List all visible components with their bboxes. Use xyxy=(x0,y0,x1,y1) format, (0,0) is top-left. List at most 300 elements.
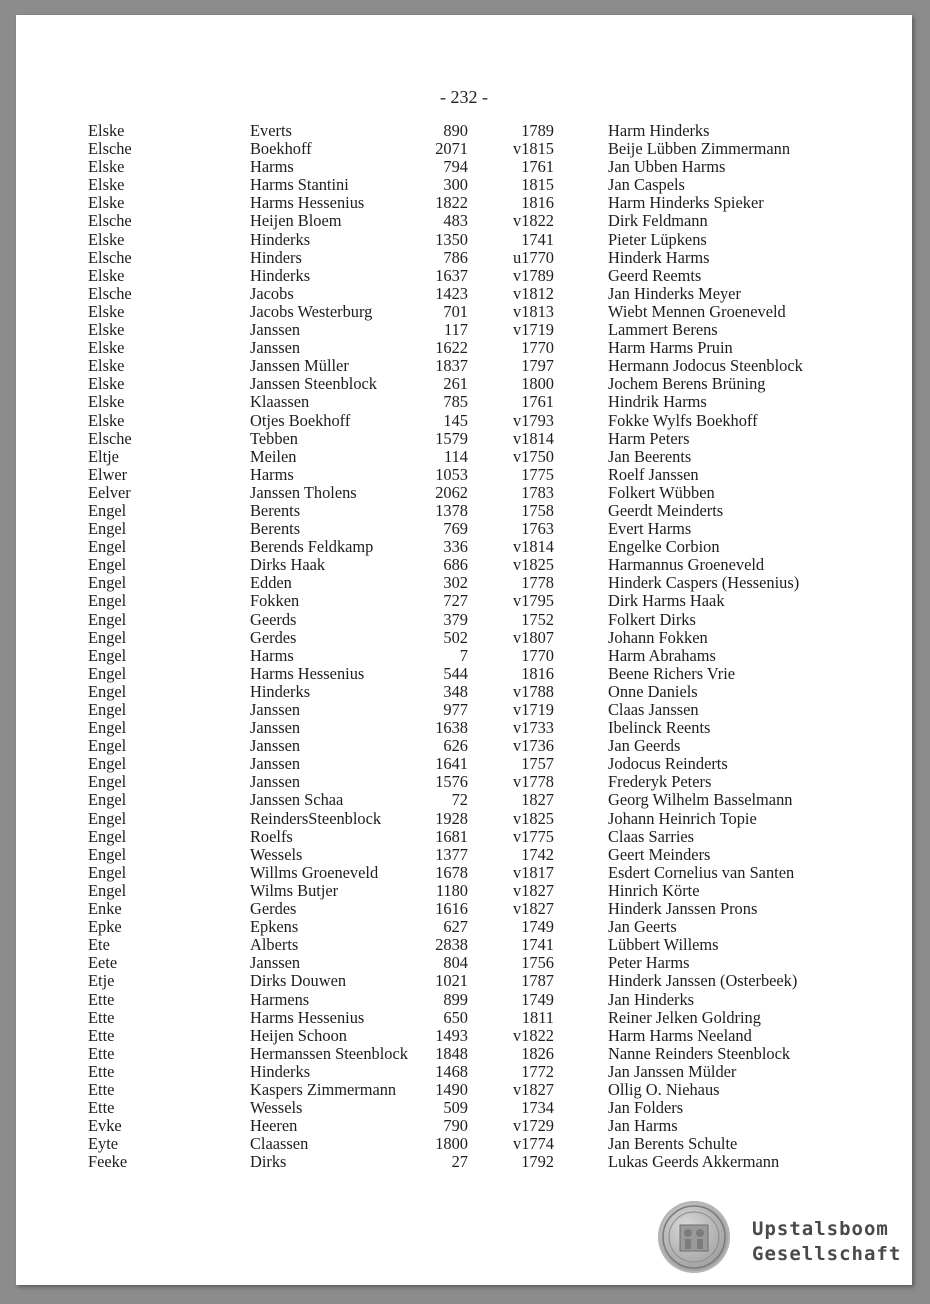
table-row xyxy=(16,647,912,665)
table-row xyxy=(16,194,912,212)
year: 1749 xyxy=(521,917,554,937)
year: 1787 xyxy=(521,971,554,991)
year: 1758 xyxy=(521,500,554,520)
first-name: Elske xyxy=(88,301,125,321)
table-row xyxy=(16,611,912,629)
spouse-name: Jan Hinderks xyxy=(608,989,695,1009)
family-name: Berents xyxy=(250,519,301,539)
family-name: Berends Feldkamp xyxy=(250,537,374,557)
year: v1827 xyxy=(513,1079,554,1099)
spouse-name: Beene Richers Vrie xyxy=(608,663,736,683)
first-name: Elsche xyxy=(88,428,132,448)
table-row xyxy=(16,375,912,393)
first-name: Etje xyxy=(88,971,115,991)
spouse-name: Claas Janssen xyxy=(608,700,699,719)
first-name: Engel xyxy=(88,826,127,846)
year: 1800 xyxy=(521,374,554,394)
entry-number: 1638 xyxy=(435,718,468,738)
register-table xyxy=(16,122,912,1171)
entry-number: 794 xyxy=(443,157,468,177)
family-name: Roelfs xyxy=(250,826,293,846)
year: 1789 xyxy=(521,121,554,140)
family-name: ReindersSteenblock xyxy=(250,808,382,828)
family-name: Meilen xyxy=(250,446,297,466)
first-name: Epke xyxy=(88,917,122,937)
entry-number: 790 xyxy=(443,1116,468,1136)
spouse-name: Esdert Cornelius van Santen xyxy=(608,862,795,882)
spouse-name: Jan Harms xyxy=(608,1116,678,1136)
entry-number: 804 xyxy=(443,953,468,973)
first-name: Enke xyxy=(88,899,122,919)
family-name: Dirks xyxy=(250,1152,287,1172)
spouse-name: Frederyk Peters xyxy=(608,772,712,792)
family-name: Janssen Steenblock xyxy=(250,374,378,394)
table-row xyxy=(16,918,912,936)
family-name: Hinderks xyxy=(250,681,311,701)
first-name: Elske xyxy=(88,229,125,249)
family-name: Janssen xyxy=(250,320,301,340)
spouse-name: Jan Hinderks Meyer xyxy=(608,283,741,303)
first-name: Engel xyxy=(88,736,127,756)
spouse-name: Beije Lübben Zimmermann xyxy=(608,139,791,159)
spouse-name: Peter Harms xyxy=(608,953,690,973)
entry-number: 1800 xyxy=(435,1134,468,1154)
entry-number: 1493 xyxy=(435,1025,468,1045)
table-row xyxy=(16,846,912,864)
first-name: Elske xyxy=(88,265,125,285)
family-name: Harms xyxy=(250,157,294,177)
entry-number: 686 xyxy=(443,555,468,575)
year: 1816 xyxy=(521,193,554,213)
entry-number: 300 xyxy=(443,175,468,195)
year: 1811 xyxy=(521,1007,554,1027)
entry-number: 27 xyxy=(451,1152,468,1172)
table-row xyxy=(16,629,912,647)
spouse-name: Claas Sarries xyxy=(608,826,695,846)
first-name: Engel xyxy=(88,681,127,701)
family-name: Wessels xyxy=(250,1098,303,1118)
year: v1778 xyxy=(513,772,554,792)
table-row xyxy=(16,791,912,809)
year: v1795 xyxy=(513,591,554,611)
year: 1741 xyxy=(521,935,554,955)
family-name: Everts xyxy=(250,121,292,140)
entry-number: 1468 xyxy=(435,1061,468,1081)
year: v1774 xyxy=(513,1134,554,1154)
year: 1761 xyxy=(521,157,554,177)
table-row xyxy=(16,1117,912,1135)
family-name: Klaassen xyxy=(250,392,310,412)
table-row xyxy=(16,502,912,520)
spouse-name: Jan Caspels xyxy=(608,175,685,195)
entry-number: 1616 xyxy=(435,899,468,919)
entry-number: 1681 xyxy=(435,826,468,846)
table-row xyxy=(16,810,912,828)
entry-number: 117 xyxy=(444,320,468,340)
year: 1778 xyxy=(521,573,554,593)
first-name: Elwer xyxy=(88,464,128,484)
entry-number: 1377 xyxy=(435,844,468,864)
first-name: Eyte xyxy=(88,1134,119,1154)
table-row xyxy=(16,231,912,249)
first-name: Engel xyxy=(88,663,127,683)
year: v1815 xyxy=(513,139,554,159)
spouse-name: Jan Geerds xyxy=(608,736,681,756)
table-row xyxy=(16,864,912,882)
family-name: Janssen xyxy=(250,754,301,774)
spouse-name: Dirk Feldmann xyxy=(608,211,708,231)
year: v1807 xyxy=(513,627,554,647)
spouse-name: Johann Heinrich Topie xyxy=(608,808,757,828)
year: v1825 xyxy=(513,808,554,828)
spouse-name: Hinderk Harms xyxy=(608,247,710,267)
spouse-name: Harm Abrahams xyxy=(608,645,716,665)
first-name: Engel xyxy=(88,591,127,611)
family-name: Berents xyxy=(250,500,301,520)
year: 1734 xyxy=(521,1098,554,1118)
family-name: Hermanssen Steenblock xyxy=(250,1043,408,1063)
spouse-name: Lübbert Willems xyxy=(608,935,719,955)
family-name: Jacobs xyxy=(250,283,294,303)
entry-number: 1622 xyxy=(435,338,468,358)
year: 1797 xyxy=(521,356,554,376)
year: 1792 xyxy=(521,1152,554,1172)
spouse-name: Ibelinck Reents xyxy=(608,718,711,738)
table-row xyxy=(16,158,912,176)
entry-number: 1837 xyxy=(435,356,468,376)
first-name: Engel xyxy=(88,500,127,520)
year: 1783 xyxy=(521,482,554,502)
spouse-name: Jan Ubben Harms xyxy=(608,157,726,177)
first-name: Elske xyxy=(88,121,125,140)
year: v1733 xyxy=(513,718,554,738)
family-name: Janssen xyxy=(250,736,301,756)
spouse-name: Hinderk Janssen Prons xyxy=(608,899,758,919)
entry-number: 650 xyxy=(443,1007,468,1027)
spouse-name: Hinderk Caspers (Hessenius) xyxy=(608,573,800,593)
table-row xyxy=(16,900,912,918)
year: v1814 xyxy=(513,537,554,557)
first-name: Elske xyxy=(88,338,125,358)
family-name: Heijen Bloem xyxy=(250,211,342,231)
table-row xyxy=(16,466,912,484)
entry-number: 379 xyxy=(443,609,468,629)
entry-number: 1637 xyxy=(435,265,468,285)
table-row xyxy=(16,303,912,321)
spouse-name: Evert Harms xyxy=(608,519,692,539)
table-row xyxy=(16,592,912,610)
family-name: Dirks Douwen xyxy=(250,971,347,991)
year: v1817 xyxy=(513,862,554,882)
family-name: Geerds xyxy=(250,609,297,629)
first-name: Elske xyxy=(88,175,125,195)
first-name: Engel xyxy=(88,645,127,665)
brand-name-line-2: Gesellschaft xyxy=(752,1243,902,1265)
table-row xyxy=(16,140,912,158)
table-row xyxy=(16,1099,912,1117)
first-name: Ette xyxy=(88,1025,115,1045)
spouse-name: Dirk Harms Haak xyxy=(608,591,725,611)
first-name: Engel xyxy=(88,718,127,738)
spouse-name: Harm Harms Pruin xyxy=(608,338,733,358)
table-row xyxy=(16,556,912,574)
table-row xyxy=(16,176,912,194)
year: 1770 xyxy=(521,338,554,358)
family-name: Janssen xyxy=(250,338,301,358)
entry-number: 1350 xyxy=(435,229,468,249)
first-name: Engel xyxy=(88,862,127,882)
spouse-name: Reiner Jelken Goldring xyxy=(608,1007,761,1027)
spouse-name: Hinrich Körte xyxy=(608,880,700,900)
family-name: Harms xyxy=(250,645,294,665)
entry-number: 785 xyxy=(443,392,468,412)
table-row xyxy=(16,484,912,502)
family-name: Janssen xyxy=(250,772,301,792)
year: 1815 xyxy=(521,175,554,195)
year: v1775 xyxy=(513,826,554,846)
entry-number: 977 xyxy=(443,700,468,719)
year: v1793 xyxy=(513,410,554,430)
spouse-name: Harm Peters xyxy=(608,428,690,448)
year: v1789 xyxy=(513,265,554,285)
family-name: Janssen xyxy=(250,700,301,719)
table-row xyxy=(16,755,912,773)
first-name: Feeke xyxy=(88,1152,128,1172)
spouse-name: Ollig O. Niehaus xyxy=(608,1079,720,1099)
year: v1750 xyxy=(513,446,554,466)
year: 1827 xyxy=(521,790,554,810)
year: v1827 xyxy=(513,899,554,919)
year: v1813 xyxy=(513,301,554,321)
entry-number: 72 xyxy=(451,790,468,810)
entry-number: 302 xyxy=(443,573,468,593)
table-row xyxy=(16,285,912,303)
year: 1770 xyxy=(521,645,554,665)
year: 1742 xyxy=(521,844,554,864)
entry-number: 1641 xyxy=(435,754,468,774)
entry-number: 1490 xyxy=(435,1079,468,1099)
entry-number: 1180 xyxy=(435,880,468,900)
year: 1816 xyxy=(521,663,554,683)
first-name: Ette xyxy=(88,1098,115,1118)
spouse-name: Hermann Jodocus Steenblock xyxy=(608,356,803,376)
first-name: Engel xyxy=(88,880,127,900)
table-row xyxy=(16,701,912,719)
table-row xyxy=(16,339,912,357)
spouse-name: Geerdt Meinderts xyxy=(608,500,724,520)
entry-number: 1822 xyxy=(435,193,468,213)
year: v1827 xyxy=(513,880,554,900)
entry-number: 1848 xyxy=(435,1043,468,1063)
spouse-name: Harmannus Groeneveld xyxy=(608,555,765,575)
entry-number: 769 xyxy=(443,519,468,539)
first-name: Elsche xyxy=(88,211,132,231)
first-name: Elsche xyxy=(88,247,132,267)
first-name: Engel xyxy=(88,609,127,629)
first-name: Elske xyxy=(88,193,125,213)
first-name: Engel xyxy=(88,537,127,557)
family-name: Boekhoff xyxy=(250,139,312,159)
first-name: Engel xyxy=(88,700,127,719)
table-row xyxy=(16,321,912,339)
table-row xyxy=(16,719,912,737)
year: v1825 xyxy=(513,555,554,575)
entry-number: 2838 xyxy=(435,935,468,955)
first-name: Ete xyxy=(88,935,110,955)
first-name: Evke xyxy=(88,1116,122,1136)
table-row xyxy=(16,538,912,556)
table-row xyxy=(16,212,912,230)
family-name: Harms xyxy=(250,464,294,484)
spouse-name: Wiebt Mennen Groeneveld xyxy=(608,301,786,321)
spouse-name: Hindrik Harms xyxy=(608,392,707,412)
first-name: Engel xyxy=(88,844,127,864)
family-name: Edden xyxy=(250,573,292,593)
table-row xyxy=(16,1063,912,1081)
spouse-name: Fokke Wylfs Boekhoff xyxy=(608,410,758,430)
year: 1775 xyxy=(521,464,554,484)
spouse-name: Harm Hinderks Spieker xyxy=(608,193,764,213)
family-name: Fokken xyxy=(250,591,300,611)
spouse-name: Jodocus Reinderts xyxy=(608,754,728,774)
family-name: Tebben xyxy=(250,428,299,448)
table-row xyxy=(16,773,912,791)
entry-number: 145 xyxy=(443,410,468,430)
table-row xyxy=(16,991,912,1009)
family-name: Epkens xyxy=(250,917,299,937)
first-name: Engel xyxy=(88,627,127,647)
family-name: Harmens xyxy=(250,989,310,1009)
family-name: Harms Hessenius xyxy=(250,663,365,683)
entry-number: 626 xyxy=(443,736,468,756)
entry-number: 2062 xyxy=(435,482,468,502)
entry-number: 786 xyxy=(443,247,468,267)
family-name: Janssen xyxy=(250,718,301,738)
table-row xyxy=(16,574,912,592)
spouse-name: Jan Geerts xyxy=(608,917,677,937)
spouse-name: Jochem Berens Brüning xyxy=(608,374,766,394)
table-row xyxy=(16,520,912,538)
spouse-name: Roelf Janssen xyxy=(608,464,699,484)
first-name: Elske xyxy=(88,392,125,412)
first-name: Engel xyxy=(88,573,127,593)
entry-number: 899 xyxy=(443,989,468,1009)
table-row xyxy=(16,665,912,683)
table-row xyxy=(16,737,912,755)
first-name: Ette xyxy=(88,1061,115,1081)
brand-name-line-1: Upstalsboom xyxy=(752,1218,889,1240)
first-name: Eelver xyxy=(88,482,131,502)
spouse-name: Geerd Reemts xyxy=(608,265,702,285)
entry-number: 627 xyxy=(443,917,468,937)
year: v1719 xyxy=(513,700,554,719)
family-name: Janssen Müller xyxy=(250,356,349,376)
table-row xyxy=(16,412,912,430)
spouse-name: Harm Hinderks xyxy=(608,121,710,140)
entry-number: 727 xyxy=(443,591,468,611)
year: v1814 xyxy=(513,428,554,448)
first-name: Elske xyxy=(88,374,125,394)
family-name: Kaspers Zimmermann xyxy=(250,1079,397,1099)
table-row xyxy=(16,357,912,375)
year: 1741 xyxy=(521,229,554,249)
first-name: Engel xyxy=(88,790,127,810)
table-row xyxy=(16,954,912,972)
entry-number: 1378 xyxy=(435,500,468,520)
year: v1719 xyxy=(513,320,554,340)
family-name: Hinderks xyxy=(250,265,311,285)
first-name: Elske xyxy=(88,157,125,177)
first-name: Ette xyxy=(88,1079,115,1099)
family-name: Janssen Tholens xyxy=(250,482,357,502)
spouse-name: Jan Beerents xyxy=(608,446,692,466)
family-name: Claassen xyxy=(250,1134,309,1154)
table-row xyxy=(16,249,912,267)
family-name: Wilms Butjer xyxy=(250,880,339,900)
table-row xyxy=(16,828,912,846)
year: 1749 xyxy=(521,989,554,1009)
entry-number: 502 xyxy=(443,627,468,647)
first-name: Elsche xyxy=(88,139,132,159)
year: v1788 xyxy=(513,681,554,701)
table-row xyxy=(16,1045,912,1063)
spouse-name: Harm Harms Neeland xyxy=(608,1025,752,1045)
family-name: Dirks Haak xyxy=(250,555,326,575)
spouse-name: Jan Berents Schulte xyxy=(608,1134,738,1154)
entry-number: 1579 xyxy=(435,428,468,448)
spouse-name: Lukas Geerds Akkermann xyxy=(608,1152,780,1172)
entry-number: 890 xyxy=(443,121,468,140)
entry-number: 1576 xyxy=(435,772,468,792)
first-name: Ette xyxy=(88,1007,115,1027)
spouse-name: Engelke Corbion xyxy=(608,537,720,557)
year: 1752 xyxy=(521,609,554,629)
family-name: Alberts xyxy=(250,935,299,955)
first-name: Eltje xyxy=(88,446,119,466)
entry-number: 483 xyxy=(443,211,468,231)
first-name: Engel xyxy=(88,555,127,575)
family-name: Heeren xyxy=(250,1116,298,1136)
entry-number: 701 xyxy=(443,301,468,321)
entry-number: 544 xyxy=(443,663,468,683)
spouse-name: Jan Janssen Mülder xyxy=(608,1061,737,1081)
spouse-name: Jan Folders xyxy=(608,1098,684,1118)
entry-number: 7 xyxy=(459,645,468,665)
year: v1822 xyxy=(513,211,554,231)
entry-number: 1423 xyxy=(435,283,468,303)
entry-number: 114 xyxy=(444,446,468,466)
family-name: Janssen Schaa xyxy=(250,790,344,810)
family-name: Harms Hessenius xyxy=(250,193,365,213)
first-name: Elske xyxy=(88,410,125,430)
entry-number: 348 xyxy=(443,681,468,701)
entry-number: 2071 xyxy=(435,139,468,159)
year: 1826 xyxy=(521,1043,554,1063)
page-number: - 232 - xyxy=(440,87,488,107)
spouse-name: Johann Fokken xyxy=(608,627,708,647)
table-row xyxy=(16,393,912,411)
spouse-name: Nanne Reinders Steenblock xyxy=(608,1043,791,1063)
year: v1822 xyxy=(513,1025,554,1045)
table-row xyxy=(16,267,912,285)
table-row xyxy=(16,430,912,448)
first-name: Engel xyxy=(88,754,127,774)
table-row xyxy=(16,972,912,990)
family-name: Jacobs Westerburg xyxy=(250,301,373,321)
family-name: Hinderks xyxy=(250,229,311,249)
year: v1736 xyxy=(513,736,554,756)
first-name: Eete xyxy=(88,953,118,973)
